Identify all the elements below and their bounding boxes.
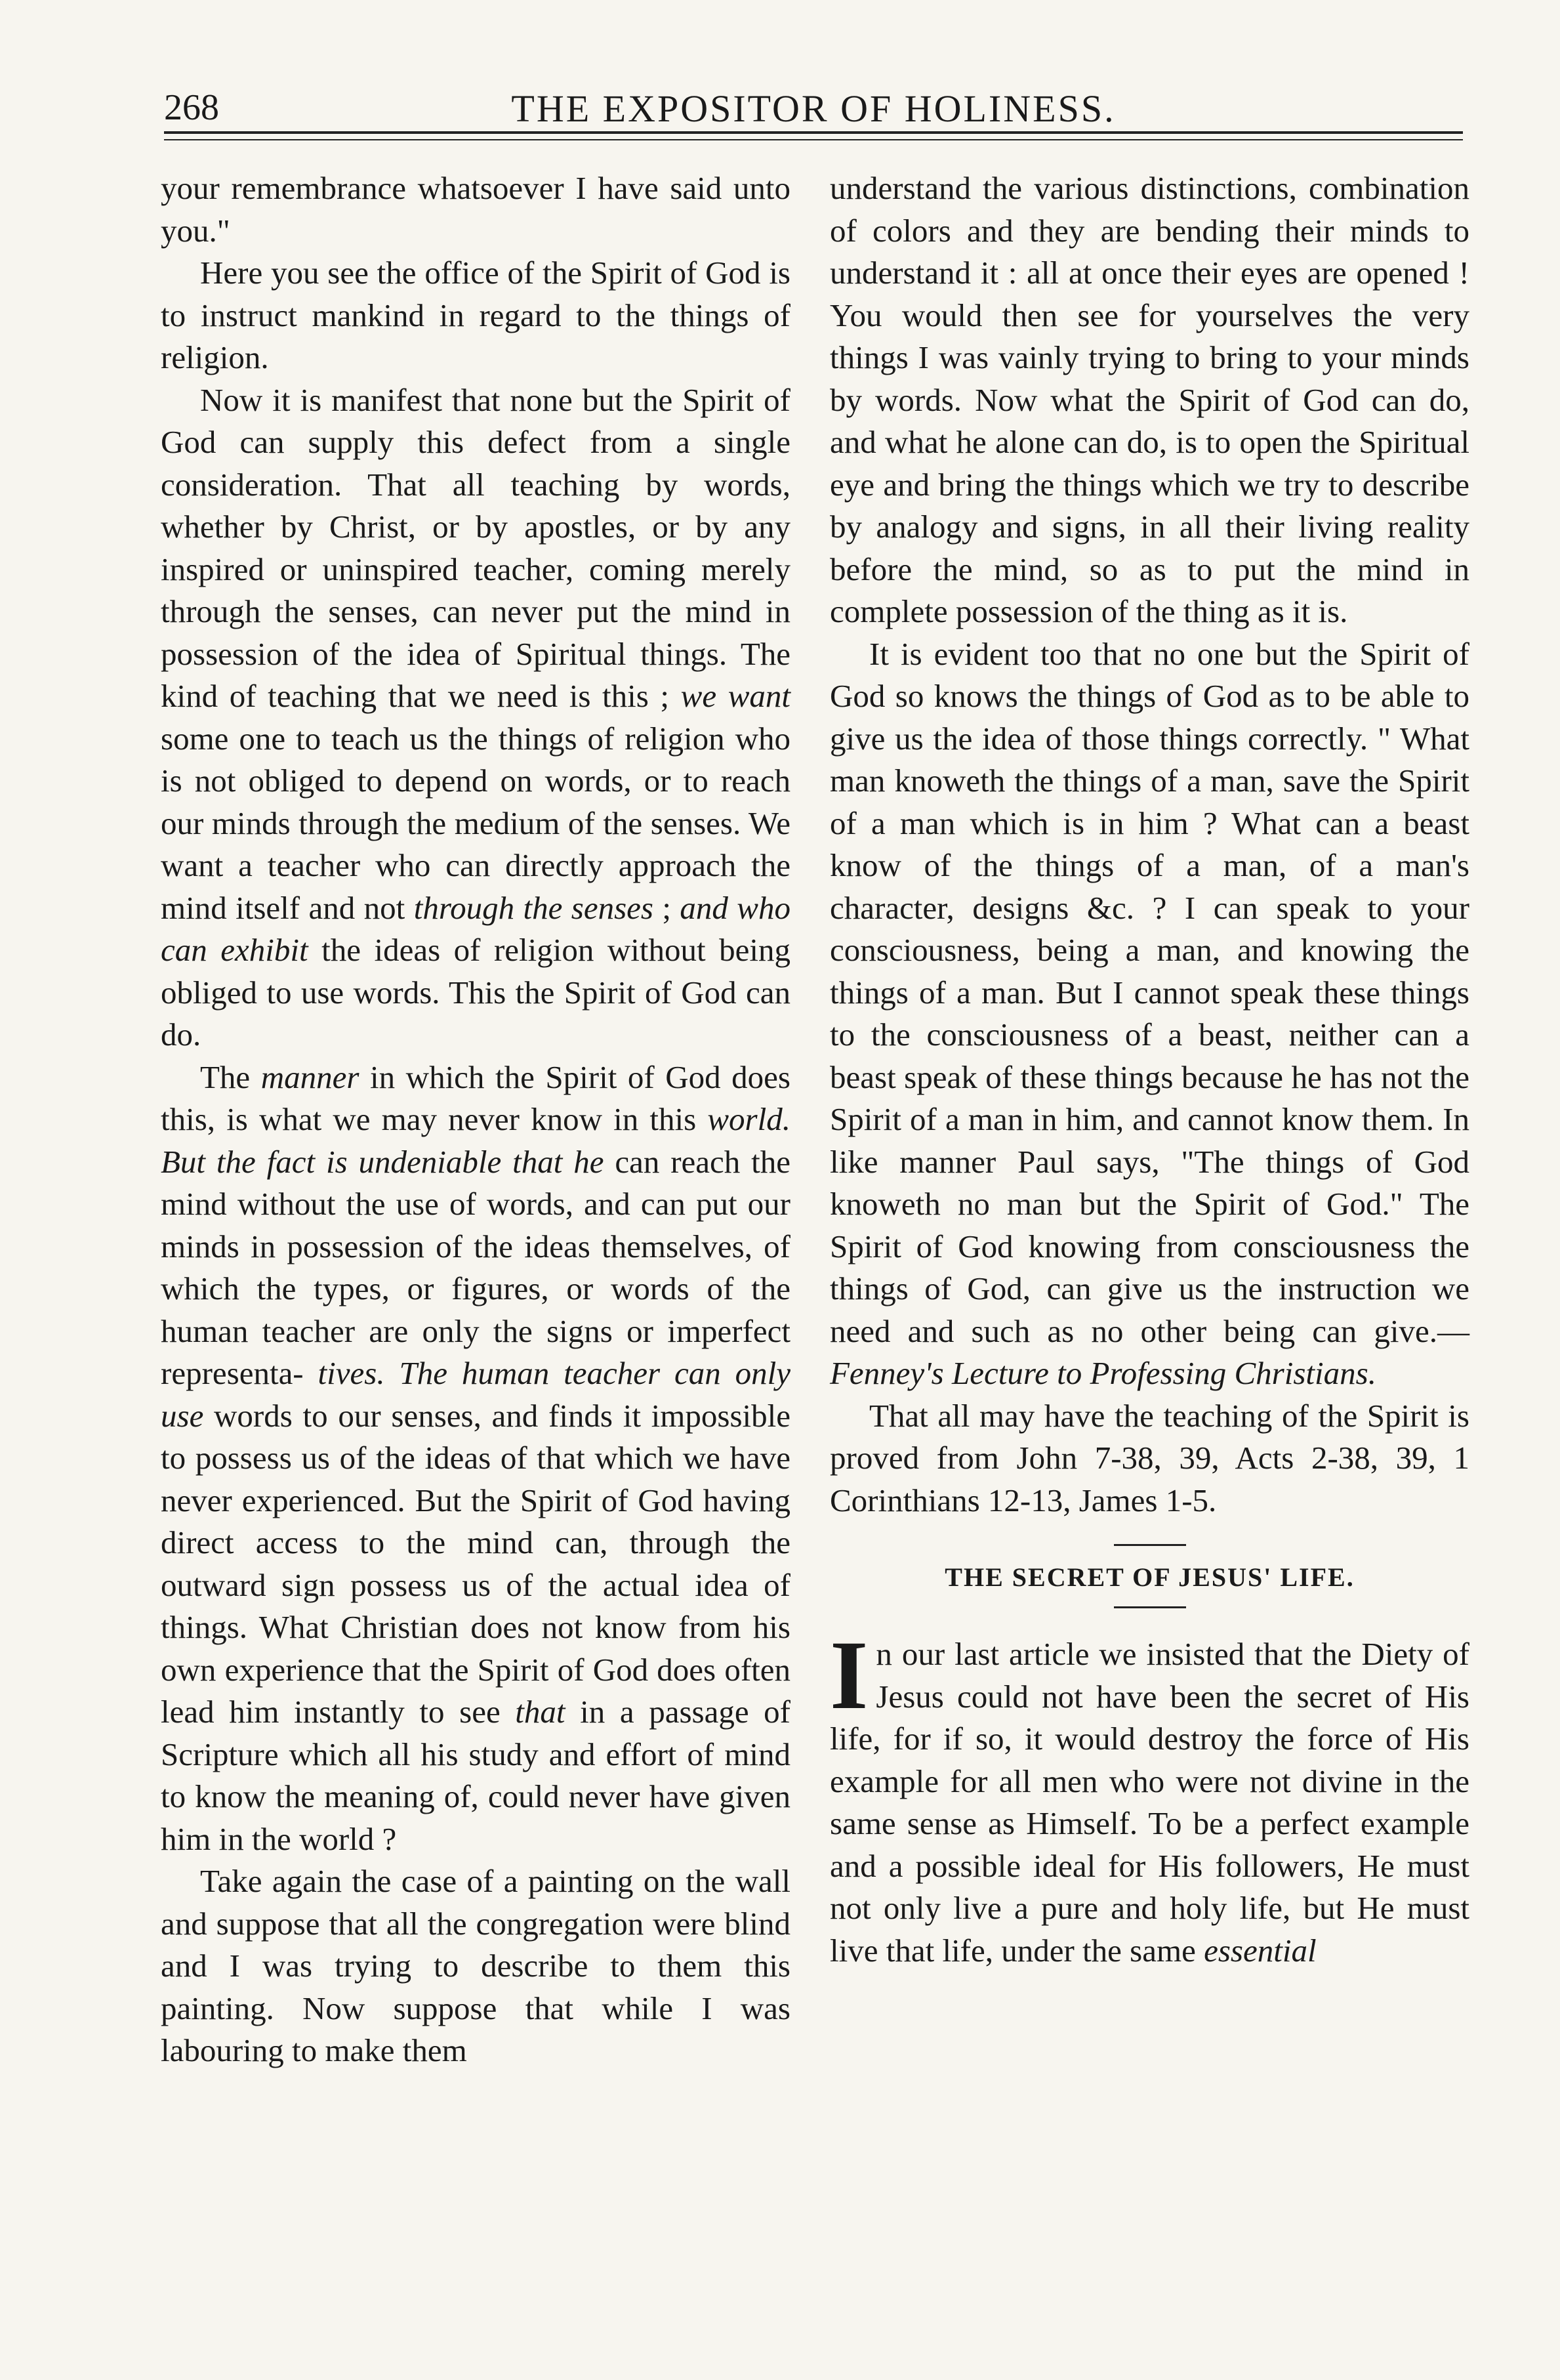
italic-text: manner xyxy=(260,1058,359,1095)
text-run: Now it is manifest that none but the Spirit of God can supply this defect from a single consideration. That all teaching by words, whether by Christ, or by apostles, or by any inspired or uninspired teacher, coming merely through the senses, can never put the mind in possession of the idea of Spiritual things. The kind of teaching that we need is this ; xyxy=(161,381,790,714)
header-rule xyxy=(164,131,1463,134)
text-run: ; xyxy=(653,889,680,926)
text-run: It is evident too that no one but the Spirit of God so knows the things of God as to be able to give us the idea of those things correctly. " What man knoweth the things of a man, save the Spirit of a man which is in him ? What can a beast know of the things of a man, of a man's character, designs &c. ? I can speak to your consciousness, being a man, and knowing the things of a man. But I cannot speak these things to the consciousness of a beast, neither can a beast speak of these things because he has not the Spirit of a man in him, and cannot know them. In like manner Paul says, "The things of God knoweth no man but the Spirit of God." The Spirit of God knowing from consciousness the things of God, can give us the instruction we need and such as no other being can give.— xyxy=(830,635,1469,1349)
italic-text: and who can exhibit xyxy=(161,889,790,968)
text-run: can reach the mind without the use of words, and can put our minds in possession of the ideas themselves, of which the types, or figures, or words of the human teacher are only the signs or imperfect representa- xyxy=(161,1143,790,1391)
section-rule-top xyxy=(1114,1544,1186,1546)
text-run: some one to teach us the things of religion who is not obliged to depend on words, or to reach our minds through the medium of the senses. We want a teacher who can directly approach the mind itself and not xyxy=(161,720,790,926)
text-run: in a passage of Scripture which all his study and effort of mind to know the meaning of, could never have given him in the world ? xyxy=(161,1694,790,1857)
italic-text: essential xyxy=(1204,1932,1317,1969)
italic-text: through the senses xyxy=(413,889,653,926)
italic-text: Fenney's Lecture to Professing Christians. xyxy=(830,1355,1376,1391)
text-run: in which the Spirit of God does this, is what we may never know in this xyxy=(161,1058,790,1137)
right-paragraphs xyxy=(830,167,1469,1522)
paragraph: Here you see the office of the Spirit of God is to instruct mankind in regard to the things of religion. xyxy=(161,255,790,375)
text-run: The xyxy=(200,1058,261,1095)
running-title: THE EXPOSITOR OF HOLINESS. xyxy=(511,87,1116,130)
italic-text: tives. The human teacher can only use xyxy=(161,1355,790,1434)
italic-text: we want xyxy=(680,678,790,714)
header-rule-thin xyxy=(164,139,1463,140)
page-header xyxy=(164,72,1463,131)
italic-text: that xyxy=(515,1694,565,1730)
italic-text: world. But the fact is undeniable that he xyxy=(161,1101,790,1180)
page-number: 268 xyxy=(164,87,219,128)
text-run: n our last article we insisted that the Diety of Jesus could not have been the secret of His life, for if so, it would destroy the force of His example for all men who were not divine in the same sense as Himself. To be a perfect example and a possible ideal for His followers, He must not only live a pure and holy life, but He must live that life, under the same xyxy=(830,1636,1469,1969)
text-run: words to our senses, and finds it impossible to possess us of the ideas of that which we have never experienced. But the Spirit of God having direct access to the mind can, through the outward sign possess us of the actual idea of things. What Christian does not know from his own experience that the Spirit of God does often lead him instantly to see xyxy=(161,1397,790,1730)
text-run: the ideas of religion without being obliged to use words. This the Spirit of God can do. xyxy=(161,932,790,1053)
right-column xyxy=(830,167,1469,1972)
section-rule-bottom xyxy=(1114,1606,1186,1608)
paragraph xyxy=(161,379,790,1056)
paragraph xyxy=(161,1056,790,1861)
left-column xyxy=(161,167,790,2072)
paragraph: Take again the case of a painting on the wall and suppose that all the congregation were blind and I was trying to describe to them this painting. Now suppose that while I was labouring to make them xyxy=(161,1863,790,2068)
continued-paragraph: your remembrance whatsoever I have said unto you." xyxy=(161,170,790,249)
section-heading: THE SECRET OF JESUS' LIFE. xyxy=(945,1562,1355,1592)
continued-paragraph: understand the various distinctions, combination of colors and they are bending their minds to understand it : all at once their eyes are opened ! You would then see for yourselves the very things I was vainly trying to bring to your minds by words. Now what the Spirit of God can do, and what he alone can do, is to open the Spiritual eye and bring the things which we try to describe by analogy and signs, in all their living reality before the mind, so as to put the mind in complete possession of the thing as it is. xyxy=(830,170,1469,629)
article-paragraph xyxy=(830,1621,1469,1972)
paragraph: That all may have the teaching of the Spirit is proved from John 7-38, 39, Acts 2-38, 39, 1 Corinthians 12-13, James 1-5. xyxy=(830,1397,1469,1518)
paragraph xyxy=(830,633,1469,1395)
drop-cap: I xyxy=(830,1621,869,1730)
